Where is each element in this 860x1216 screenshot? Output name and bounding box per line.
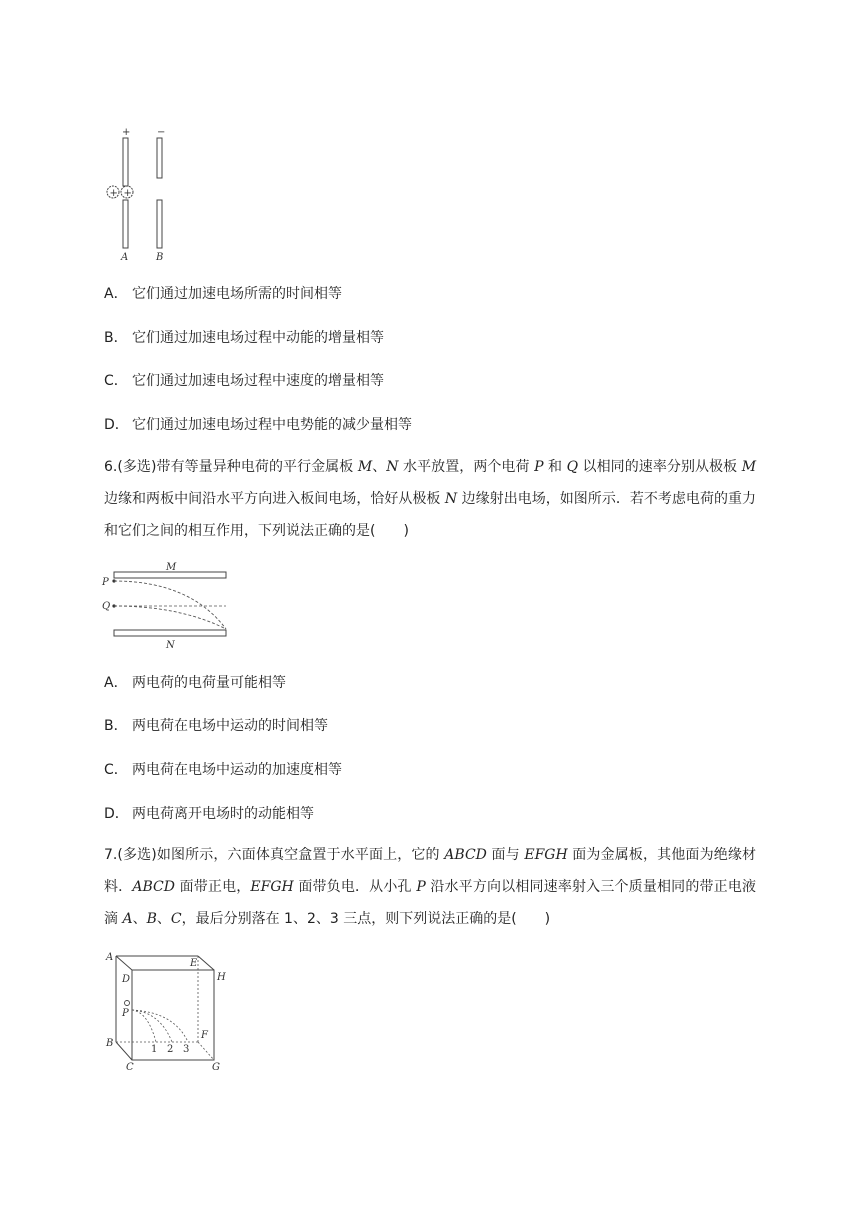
q6-option-a: A． 两电荷的电荷量可能相等 bbox=[104, 675, 286, 691]
trajectory-3 bbox=[132, 1010, 188, 1042]
vertex-b-label: B bbox=[106, 1038, 114, 1049]
edge-e-to-h bbox=[198, 956, 214, 970]
figure-vacuum-box bbox=[104, 948, 234, 1074]
vertex-f-label: F bbox=[201, 1030, 208, 1041]
q5-option-d: D． 它们通过加速电场过程中电势能的减少量相等 bbox=[104, 417, 412, 433]
plate-a-upper bbox=[123, 138, 128, 186]
q7-stem: 7.(多选)如图所示，六面体真空盒置于水平面上，它的 ABCD 面与 EFGH 面为金属板，其他面为绝缘材料．ABCD 面带正电，EFGH 面带负电．从小孔 P 沿水平方向以相同速率射入三个质量相同的带正电液滴 A、B、C，最后分别落在 1、2、3 三点，则下列说法正确的是( ) bbox=[104, 847, 757, 927]
q6-option-b: B． 两电荷在电场中运动的时间相等 bbox=[104, 718, 328, 734]
vertex-g-label: G bbox=[212, 1062, 220, 1073]
plate-n-label: N bbox=[166, 640, 175, 651]
vertex-a-label: A bbox=[106, 952, 114, 963]
landing-point-1-label: 1 bbox=[151, 1044, 158, 1055]
q6-option-d: D． 两电荷离开电场时的动能相等 bbox=[104, 806, 314, 822]
hole-p-label: P bbox=[122, 1008, 129, 1019]
vertex-c-label: C bbox=[126, 1062, 134, 1073]
charge-q-label: Q bbox=[102, 601, 111, 612]
trajectory-q bbox=[114, 606, 226, 629]
plate-b-lower bbox=[157, 200, 162, 248]
plate-a-lower bbox=[123, 200, 128, 248]
q5-option-a: A． 它们通过加速电场所需的时间相等 bbox=[104, 286, 342, 302]
trajectory-2 bbox=[132, 1010, 172, 1042]
charge-particle-2-sign: + bbox=[123, 188, 132, 199]
charge-particle-1-sign: + bbox=[109, 188, 118, 199]
edge-b-to-c bbox=[116, 1042, 132, 1060]
plate-a-label: A bbox=[121, 252, 129, 263]
vertex-h-label: H bbox=[217, 972, 226, 983]
plate-m-label: M bbox=[166, 562, 177, 573]
q6-option-c: C． 两电荷在电场中运动的加速度相等 bbox=[104, 762, 342, 778]
charge-p-label: P bbox=[102, 577, 109, 588]
q5-option-b: B． 它们通过加速电场过程中动能的增量相等 bbox=[104, 330, 384, 346]
hidden-edge-f-to-g bbox=[198, 1042, 214, 1060]
plate-a-plus-sign: + bbox=[122, 127, 131, 138]
plate-b-upper bbox=[157, 138, 162, 178]
q5-option-c: C． 它们通过加速电场过程中速度的增量相等 bbox=[104, 373, 384, 389]
plate-b-minus-sign: − bbox=[157, 127, 166, 138]
hole-p bbox=[125, 1001, 130, 1006]
figure-parallel-plates bbox=[100, 560, 230, 652]
landing-point-3-label: 3 bbox=[183, 1044, 190, 1055]
plate-b-label: B bbox=[156, 252, 164, 263]
landing-point-2-label: 2 bbox=[167, 1044, 174, 1055]
vertex-d-label: D bbox=[122, 974, 131, 985]
q6-stem: 6.(多选)带有等量异种电荷的平行金属板 M、N 水平放置，两个电荷 P 和 Q 以相同的速率分别从极板 M 边缘和两板中间沿水平方向进入板间电场，恰好从极板 N 边缘射出电场，如图所示．若不考虑电荷的重力和它们之间的相互作用，下列说法正确的是( ) bbox=[104, 459, 757, 539]
vertex-e-label: E bbox=[190, 958, 198, 969]
figure-accelerating-plates bbox=[100, 126, 190, 266]
trajectory-1 bbox=[132, 1010, 156, 1042]
edge-a-to-d bbox=[116, 956, 132, 970]
plate-n bbox=[114, 630, 226, 636]
